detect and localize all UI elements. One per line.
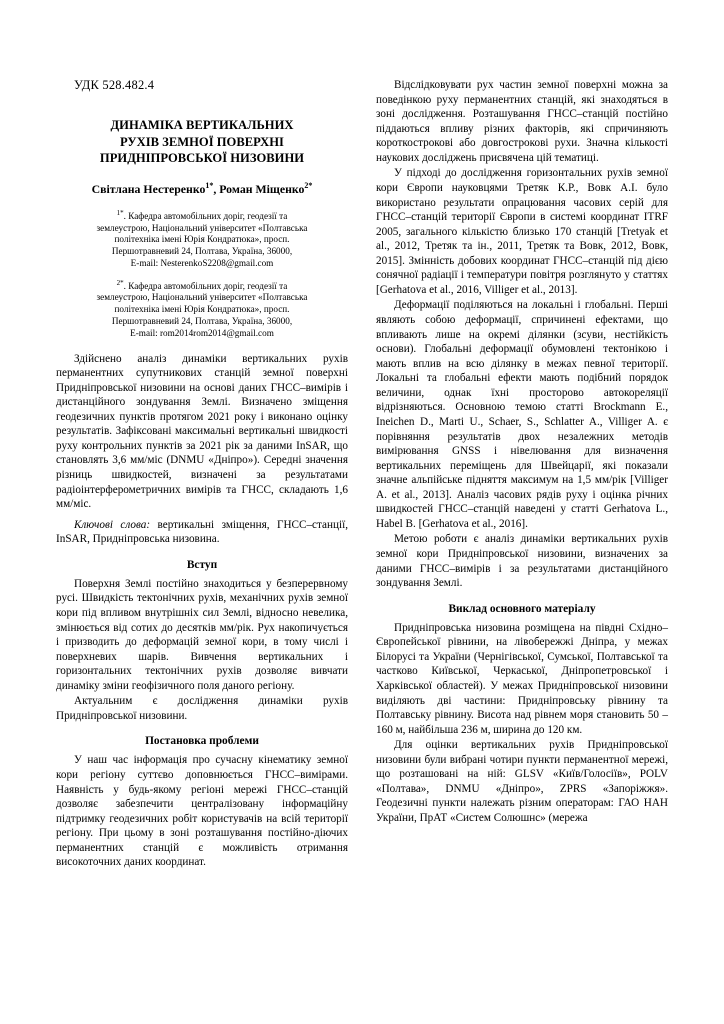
page-title	[64, 117, 340, 167]
affiliation-two-line-2: землеустрою, Національний університет «Полтавська	[96, 292, 308, 303]
affiliation-two-line-1: . Кафедра автомобільних доріг, геодезії та	[123, 280, 288, 291]
affiliation-one-line-3: політехніка імені Юрія Кондратюка», просп.	[114, 234, 290, 245]
section-heading-main: Виклад основного матеріалу	[448, 602, 596, 615]
affiliation-one-marker: 1*	[116, 208, 124, 217]
author-separator: , Роман Міщенко	[213, 181, 305, 196]
affiliation-two	[60, 279, 344, 340]
abstract: Здійснено аналіз динаміки вертикальних рухів перманентних супутникових станцій земної поверхні Придніпровської низовини на основі даних ГНСС–вимірів і дистанційного зондування Землі. Визначено зміщення геодезичних пунктів протягом 2021 року і виконано оцінку результатів. Зафіксовані максимальні вертикальні швидкості руху контрольних пунктів за 2021 рік за даними InSAR, що становлять 3,6 мм/міс (DNMU «Дніпро»). Середні значення різниць швидкостей, визначені за результатами радіоінтерферометричних вимірів та ГНСС, складають 1,6 мм/міс.	[56, 352, 348, 511]
affiliation-one-email: E-mail: NesterenkoS2208@gmail.com	[130, 257, 274, 268]
affiliation-one-line-2: землеустрою, Національний університет «Полтавська	[96, 222, 308, 233]
section-heading-problem: Постановка проблеми	[145, 735, 259, 748]
right-paragraph-4: Метою роботи є аналіз динаміки вертикальних рухів земної кори Придніпровської низовини, визначених за даними ГНСС–вимірів і за результатами дистанційного зондування Землі.	[376, 533, 668, 590]
intro-paragraph-2: Актуальним є дослідження динаміки рухів Придніпровської низовини.	[56, 695, 348, 722]
left-column	[56, 78, 348, 984]
section-heading-intro: Вступ	[186, 558, 218, 571]
affiliation-two-line-4: Першотравневий 24, Полтава, Україна, 36000,	[111, 316, 293, 326]
affiliation-two-email: E-mail: rom2014rom2014@gmail.com	[130, 327, 274, 338]
intro-paragraph-1: Поверхня Землі постійно знаходиться у безперервному русі. Швидкість тектонічних рухів, механічних рухів земної кори під впливом внутрішніх сил Землі, відносно невелика, змінюється від сотих до десятків мм/рік. Рух накопичується і призводить до деформацій земної кори, в тому числі і поверхневих шарів. Вивчення вертикальних і горизонтальних тектонічних рухів дозволяє вивчати динаміку зміни геофізичного поля даного регіону.	[56, 577, 348, 692]
main-paragraph-2: Для оцінки вертикальних рухів Придніпровської низовини були вибрані чотири пункти перманентної мережі, що розташовані на ній: GLSV «Київ/Голосіїв», POLV «Полтава», DNMU «Дніпро», ZPRS «Запоріжжя». Геодезичні пункти належать різним операторам: ГАО НАН України, ПрАТ «Систем Солюшнс» (мережа	[376, 739, 668, 824]
right-paragraph-2: У підході до дослідження горизонтальних рухів земної кори Європи науковцями Третяк К.Р., Вовк А.І. було використано результати опрацювання часових серій для ГНСС–станцій території Європи в системі координат ITRF 2005, загального кількістю близько 170 станцій [Tretyak et al., 2012, Третяк та ін., 2011, Третяк та Вовк, 2012, Вовк, 2015]. Змінність добових координат ГНСС–станцій під дією сонячної радіації і температури повітря розглянуто у статтях [Gerhatova et al., 2016, Villiger et al., 2013].	[376, 167, 668, 296]
two-column-layout	[56, 78, 668, 984]
affiliation-one	[60, 209, 344, 270]
affiliation-two-line-3: політехніка імені Юрія Кондратюка», просп.	[114, 304, 290, 315]
title-line-3: ПРИДНІПРОВСЬКОЇ НИЗОВИНИ	[99, 151, 305, 166]
affiliation-one-line-1: . Кафедра автомобільних доріг, геодезії та	[123, 210, 288, 221]
title-line-2: РУХІВ ЗЕМНОЇ ПОВЕРХНІ	[120, 134, 284, 149]
keywords-text: вертикальні зміщення, ГНСС–станції, InSAR, Придніпровська низовина.	[56, 518, 348, 546]
udk-code: УДК 528.482.4	[74, 78, 155, 92]
keywords	[56, 518, 348, 547]
author-list	[56, 181, 348, 197]
problem-paragraph-1: У наш час інформація про сучасну кінематику земної кори регіону суттєво доповнюється ГНСС–вимірами. Наявність у будь-якому регіоні мережі ГНСС–станцій дозволяє забезпечити централізовану інформаційну підтримку геодезичних робіт користувачів на всій території регіону. При цьому в зоні розташування постійно-діючих перманентних станцій є можливість отримання високоточних даних координат.	[56, 754, 348, 869]
author-two-marker: 2*	[304, 180, 313, 190]
affiliation-two-marker: 2*	[116, 278, 124, 287]
affiliation-one-line-4: Першотравневий 24, Полтава, Україна, 36000,	[111, 246, 293, 257]
author-one-marker: 1*	[205, 180, 214, 190]
main-paragraph-1: Придніпровська низовина розміщена на півдні Східно–Європейської рівнини, на лівобережжі Дніпра, у межах Білорусі та України (Чернігівської, Сумської, Полтавської та частково Київської, Черкаської, Дніпропетровської і Харківської областей). У межах Придніпровської низовини виділяють дві частини: Придніпровську рівнину та Полтавську рівнину. Висота над рівнем моря становить 50 – 160 м, найбільша 236 м, ширина до 120 км.	[376, 621, 668, 736]
keywords-label: Ключові слова:	[74, 518, 151, 531]
title-line-1: ДИНАМІКА ВЕРТИКАЛЬНИХ	[110, 118, 294, 132]
right-paragraph-3: Деформації поділяються на локальні і глобальні. Перші являють собою деформації, спричинені ефектами, що впливають лише на окремі ділянки (зсуви, нестійкість основи). Глобальні деформації обумовлені тектонікою і мають вплив на всю ділянку в межах певної території. Локальні та глобальні ефекти мають подібний порядок величини, однак їхні просторово автокореляції відрізняються. Основною темою статті Brockmann E., Ineichen D., Marti U., Schaer, S., Schlatter A., Villiger A. є порівняння результатів двох незалежних методів вимірювання GNSS і нівелювання для визначення вертикальних переміщень для Швейцарії, які показали значне альпійське підняття максимум на 1,5 мм/рік [Villiger A. et al., 2013]. Аналіз часових рядів руху і оцінка річних швидкостей ГНСС–станцій наведені у статті Gerhatova L., Habel B. [Gerhatova et al., 2016].	[376, 299, 668, 530]
right-paragraph-1: Відслідковувати рух частин земної поверхні можна за поведінкою руху перманентних станцій, які знаходяться в зоні дослідження. Розташування ГНСС–станцій постійно піддаються впливу різних факторів, які спричиняють короткострокові або довгострокові рухи. Значна кількості наукових досліджень присвячена цій тематиці.	[376, 79, 668, 164]
author-one: Світлана Нестеренко	[91, 181, 206, 196]
right-column	[376, 78, 668, 984]
